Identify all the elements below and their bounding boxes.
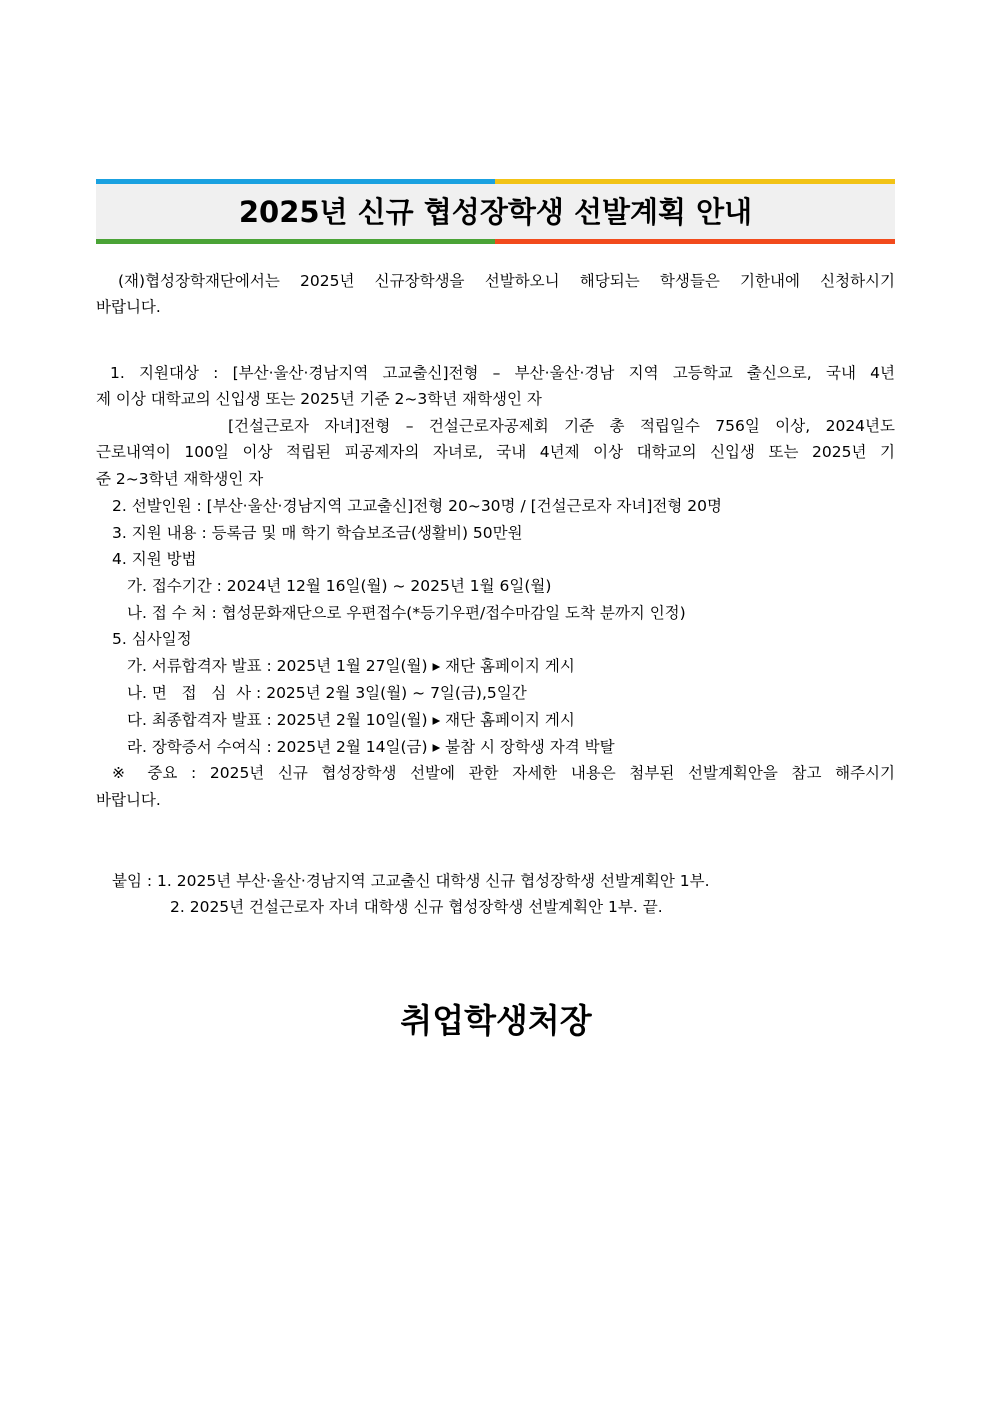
title-bar-top-right [495, 179, 895, 184]
item2-text: 2. 선발인원 : [부산·울산·경남지역 고교출신]전형 20~30명 / [건설근로자 자녀]전형 20명 [112, 497, 722, 515]
item1-line-2: 제 이상 대학교의 신입생 또는 2025년 기준 2~3학년 재학생인 자 [96, 390, 542, 408]
item4-b: 나. 접 수 처 : 협성문화재단으로 우편접수(*등기우편/접수마감일 도착 분까지 인정) [127, 604, 686, 622]
item1-line-5: 준 2~3학년 재학생인 자 [96, 470, 264, 488]
item1-line-1-wrap [96, 360, 895, 386]
attachment-line-2: 2. 2025년 건설근로자 자녀 대학생 신규 협성장학생 선발계획안 1부. 끝. [170, 898, 663, 916]
item3-text: 3. 지원 내용 : 등록금 및 매 학기 학습보조금(생활비) 50만원 [112, 524, 523, 542]
attachment-line-1: 붙임 : 1. 2025년 부산·울산·경남지역 고교출신 대학생 신규 협성장학생 선발계획안 1부. [112, 872, 710, 890]
document-title: 2025년 신규 협성장학생 선발계획 안내 [238, 195, 753, 229]
item5-b: 나. 면 접 심 사 : 2025년 2월 3일(월) ~ 7일(금),5일간 [127, 684, 527, 702]
item5-heading: 5. 심사일정 [112, 630, 192, 648]
title-bar-top-left [96, 179, 495, 184]
item4-a: 가. 접수기간 : 2024년 12월 16일(월) ~ 2025년 1월 6일(월) [127, 577, 552, 595]
item1-line-3: [건설근로자 자녀]전형 – 건설근로자공제회 기준 총 적립일수 756일 이상, 2024년도 [228, 417, 895, 435]
note-line-1: ※ 중요 : 2025년 신규 협성장학생 선발에 관한 자세한 내용은 첨부된 선발계획안을 참고 해주시기 [112, 764, 895, 782]
item1-line-4-wrap [96, 439, 895, 465]
note-line-1-wrap [96, 760, 895, 786]
item5-c: 다. 최종합격자 발표 : 2025년 2월 10일(월) ▸ 재단 홈페이지 게시 [127, 711, 575, 729]
item5-d: 라. 장학증서 수여식 : 2025년 2월 14일(금) ▸ 불참 시 장학생 자격 박탈 [127, 738, 615, 756]
title-bar-bottom-left [96, 239, 495, 244]
intro-paragraph [96, 268, 895, 294]
signature: 취업학생처장 [400, 1001, 592, 1040]
intro-line-2: 바랍니다. [96, 298, 161, 316]
note-line-2: 바랍니다. [96, 791, 161, 809]
title-banner [96, 179, 895, 244]
item1-line-1: 1. 지원대상 : [부산·울산·경남지역 고교출신]전형 – 부산·울산·경남 지역 고등학교 출신으로, 국내 4년 [110, 364, 895, 382]
item4-heading: 4. 지원 방법 [112, 550, 197, 568]
item5-a: 가. 서류합격자 발표 : 2025년 1월 27일(월) ▸ 재단 홈페이지 게시 [127, 657, 575, 675]
intro-line-1: (재)협성장학재단에서는 2025년 신규장학생을 선발하오니 해당되는 학생들은 기한내에 신청하시기 [118, 272, 895, 290]
item1-line-4: 근로내역이 100일 이상 적립된 피공제자의 자녀로, 국내 4년제 이상 대학교의 신입생 또는 2025년 기 [96, 443, 895, 461]
title-bar-bottom-right [495, 239, 895, 244]
